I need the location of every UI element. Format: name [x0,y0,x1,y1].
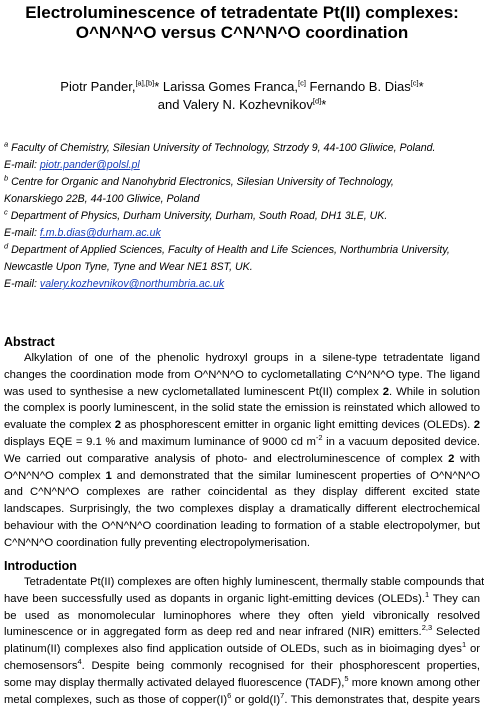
citation: 2,3 [421,623,433,633]
author-list-line-2 [0,96,484,114]
author-franca: Larissa Gomes Franca, [159,79,298,94]
intro-text: more known among other [348,676,480,689]
abstract-line: and C^N^N^O complexes are rather coincidental as they display different excited state [4,486,480,499]
intro-line: Tetradentate Pt(II) complexes are often highly luminescent, thermally stable compounds that [24,576,484,588]
abstract-text: We carried out comparative analysis of photo- and electroluminescence of complex [4,452,443,465]
affiliation-c-text: Department of Physics, Durham University, Durham, South Road, DH1 3LE, UK. [7,210,388,222]
email-label: E-mail: [4,227,40,239]
intro-line [4,658,480,675]
email-link-dias[interactable]: f.m.b.dias@durham.ac.uk [39,227,161,239]
abstract-text: . While in solution [388,385,480,398]
author-pander-affil: [a],[b] [135,78,155,88]
compound-ref: 2 [473,419,481,432]
author-pander-corresponding: * [154,79,160,94]
intro-text: have been successfully used as dopants in organic light-emitting devices (OLEDs). [4,592,425,605]
abstract-body [4,350,480,552]
intro-text: some may display thermally activated delayed fluorescence (TADF), [4,676,345,689]
intro-text: or gold(I) [231,693,281,706]
intro-text: platinum(II) complexes also find application outside of OLEDs, such as in bioimaging dyes [4,643,462,656]
citation: 1 [461,640,467,650]
author-pander: Piotr Pander, [60,79,136,94]
affiliation-d-text: Department of Applied Sciences, Faculty of Health and Life Sciences, Northumbria University, [8,244,450,256]
compound-ref: 2 [448,452,455,465]
abstract-line: the complex is poorly luminescent, in the solid state the emission is reinstated which allowed to [4,402,480,415]
intro-text: chemosensors [4,659,78,672]
author-dias-corresponding: * [418,79,424,94]
intro-line [4,641,480,658]
abstract-text: was used to synthesise a new cyclometallated luminescent Pt(II) complex [4,385,379,398]
intro-text: or [466,643,480,656]
affiliation-d-email-line [4,276,480,293]
email-link-pander[interactable]: piotr.pander@polsl.pl [39,159,140,171]
intro-text: They can [429,592,480,605]
abstract-line: changes the coordination mode from O^N^N^O to cyclometallating C^N^N^O type. The ligand [4,368,480,381]
affiliation-b-mark: b [4,173,9,183]
paper-title-line-1: Electroluminescence of tetradentate Pt(II) complexes: [25,3,459,22]
intro-text: Selected [432,626,480,639]
abstract-line: Alkylation of one of the phenolic hydroxyl groups in a silene-type tetradentate ligand [24,352,480,364]
abstract-line [4,434,480,451]
author-kozhevnikov-corresponding: * [321,97,327,112]
abstract-text: evaluate the complex [4,419,112,432]
introduction-heading: Introduction [4,559,77,573]
citation: 5 [344,674,349,684]
abstract-line: landscapes. Surprisingly, the two complexes display a dramatically different electrochemical [4,503,480,516]
abstract-text: with [454,452,481,465]
author-dias: Fernando B. Dias [305,79,411,94]
unit-exponent: -2 [315,433,323,443]
compound-ref: 1 [105,469,112,482]
abstract-line: behaviour with the O^N^N^O coordination leading to formation of a stable electropolymer, but [4,519,480,532]
affiliation-d [4,242,480,259]
intro-line [4,624,480,641]
abstract-text: in a vacuum deposited device. [322,435,480,448]
citation: 4 [77,657,82,667]
affiliation-c [4,208,480,225]
citation: 6 [227,690,232,700]
author-franca-affil: [c] [298,78,306,88]
abstract-text: displays EQE = 9.1 % and maximum luminance of 9000 cd m [4,435,316,448]
abstract-text: as phosphorescent emitter in organic light emitting devices (OLEDs). [121,419,471,432]
affiliation-b-line-2: Konarskiego 22B, 44-100 Gliwice, Poland [4,193,200,205]
abstract-text: O^N^N^O complex [4,469,101,482]
affiliation-c-email-line [4,225,480,242]
affiliation-b-text: Centre for Organic and Nanohybrid Electronics, Silesian University of Technology, [8,176,394,188]
abstract-line: C^N^N^O coordination fully preventing electropolymerisation. [4,536,310,549]
compound-ref: 2 [382,385,389,398]
affiliation-a-text: Faculty of Chemistry, Silesian University of Technology, Strzody 9, 44-100 Gliwice, Poland. [8,142,436,154]
intro-text: metal complexes, such as those of copper(I) [4,693,228,706]
email-label: E-mail: [4,159,40,171]
affiliation-a-email-line [4,157,480,174]
intro-text: . Despite being commonly recognised for their phosphorescent properties, [81,659,480,672]
author-kozhevnikov: and Valery N. Kozhevnikov [157,97,313,112]
citation: 1 [424,590,430,600]
email-link-kozhevnikov[interactable]: valery.kozhevnikov@northumbria.ac.uk [39,278,225,290]
intro-line [4,675,480,692]
intro-text: luminescence or in aggregated form as deep red and near infrared (NIR) emitters. [4,626,422,639]
abstract-text: and demonstrated that the similar luminescent properties of O^N^N^O [111,469,481,482]
affiliation-b [4,174,480,191]
abstract-line [4,417,480,434]
paper-title-line-2: O^N^N^O versus C^N^N^O coordination [75,23,409,42]
affiliation-a [4,140,480,157]
abstract-heading: Abstract [4,335,55,349]
affiliation-a-mark: a [4,139,9,149]
abstract-line [4,468,480,485]
intro-line [4,591,480,608]
intro-text: . This demonstrates that, despite years [284,693,480,706]
author-dias-affil: [c] [410,78,419,88]
affiliation-c-mark: c [4,207,8,217]
introduction-body [4,574,484,708]
affiliation-d-mark: d [4,241,9,251]
email-label: E-mail: [4,278,40,290]
compound-ref: 2 [114,419,122,432]
affiliation-d-line-2: Newcastle Upon Tyne, Tyne and Wear NE1 8ST, UK. [4,261,253,273]
abstract-line [4,451,480,468]
author-list [0,78,484,96]
citation: 7 [280,690,285,700]
abstract-line [4,384,480,401]
author-kozhevnikov-affil: [d] [312,96,322,106]
intro-line: be used as monomolecular luminophores where they often yield vibronically resolved [4,609,480,622]
